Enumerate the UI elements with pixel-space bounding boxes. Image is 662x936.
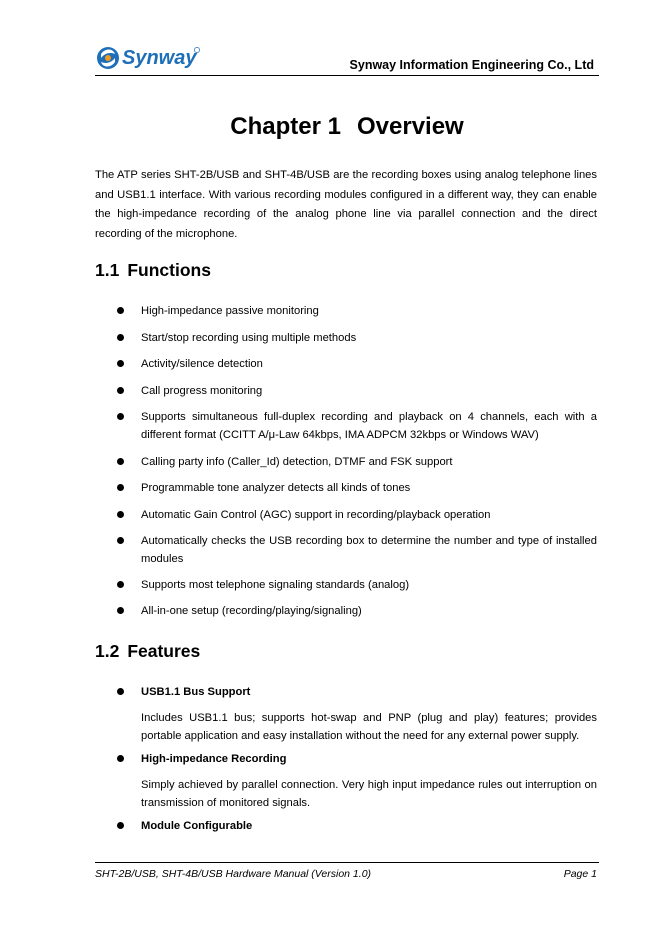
section-heading-features: 1.2 Features (95, 641, 201, 661)
feature-item (95, 817, 597, 835)
bullet-icon (117, 688, 124, 695)
chapter-title (95, 113, 599, 141)
list-item: Call progress monitoring (95, 382, 597, 400)
bullet-icon (117, 387, 124, 394)
bullet-icon (117, 484, 124, 491)
list-item: All-in-one setup (recording/playing/signaling) (95, 602, 597, 620)
feature-title: Module Configurable (141, 820, 253, 832)
footer-page-number: Page 1 (563, 868, 597, 880)
list-item: Automatic Gain Control (AGC) support in recording/playback operation (95, 506, 597, 524)
feature-title: High-impedance Recording (141, 753, 287, 765)
bullet-icon (117, 511, 124, 518)
bullet-icon (117, 581, 124, 588)
bullet-icon (117, 755, 124, 762)
bullet-icon (117, 458, 124, 465)
list-item: Programmable tone analyzer detects all kinds of tones (95, 479, 597, 497)
footer-rule (95, 862, 599, 863)
feature-description: Includes USB1.1 bus; supports hot-swap and PNP (plug and play) features; provides portable application and easy installation without the need for any external power supply. (141, 712, 597, 742)
bullet-icon (117, 537, 124, 544)
bullet-icon (117, 822, 124, 829)
list-item: Automatically checks the USB recording box to determine the number and type of installed modules (95, 532, 597, 568)
list-item: Supports simultaneous full-duplex recording and playback on 4 channels, each with a different format (CCITT A/μ-Law 64kbps, IMA ADPCM 32kbps or Windows WAV) (95, 408, 597, 444)
section-heading-functions: 1.1 Functions (95, 260, 211, 280)
bullet-icon (117, 413, 124, 420)
bullet-icon (117, 360, 124, 367)
list-item: Supports most telephone signaling standards (analog) (95, 576, 597, 594)
bullet-icon (117, 607, 124, 614)
list-item: Calling party info (Caller_Id) detection, DTMF and FSK support (95, 453, 597, 471)
bullet-icon (117, 307, 124, 314)
company-name: Synway Information Engineering Co., Ltd (349, 58, 594, 72)
header-rule (95, 75, 599, 76)
synway-logo (95, 42, 215, 74)
list-item: High-impedance passive monitoring (95, 302, 597, 320)
feature-item (95, 750, 597, 812)
feature-description: Simply achieved by parallel connection. Very high input impedance rules out interruption on transmission of monitored signals. (141, 779, 597, 809)
chapter-name: Overview (356, 113, 464, 140)
svg-text:Synway: Synway (122, 47, 197, 69)
bullet-icon (117, 334, 124, 341)
intro-paragraph: The ATP series SHT-2B/USB and SHT-4B/USB are the recording boxes using analog telephone lines and USB1.1 interface. With various recording modules configured in a different way, they can enable the high-impedance recording of the analog phone line via parallel connection and the direct recording of the microphone. (95, 169, 597, 240)
footer-manual-title: SHT-2B/USB, SHT-4B/USB Hardware Manual (Version 1.0) (95, 868, 372, 880)
list-item: Activity/silence detection (95, 355, 597, 373)
feature-item (95, 683, 597, 745)
list-item: Start/stop recording using multiple methods (95, 329, 597, 347)
chapter-number: Chapter 1 (230, 113, 341, 140)
feature-title: USB1.1 Bus Support (141, 686, 251, 698)
